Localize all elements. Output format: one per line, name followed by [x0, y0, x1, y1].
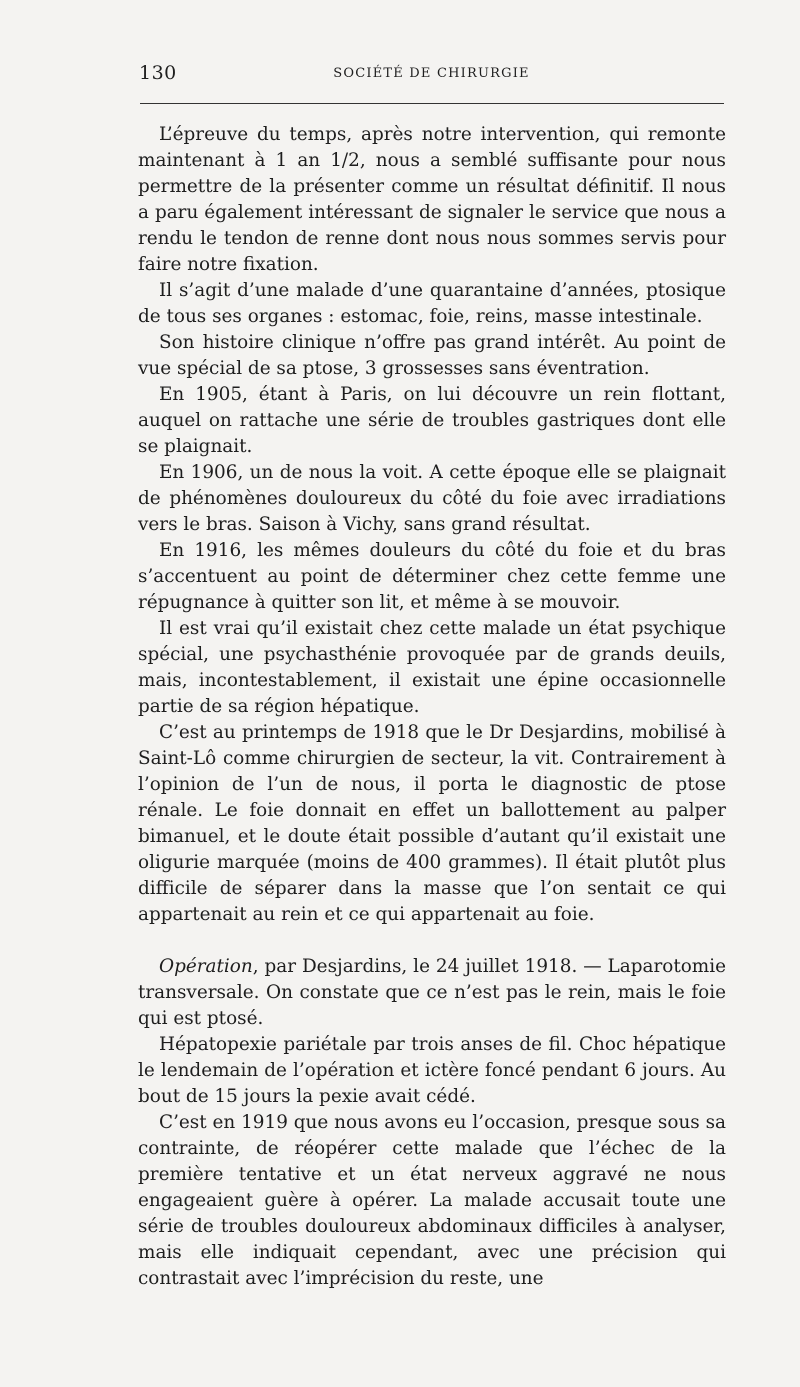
- paragraph: Hépatopexie pariétale par trois anses de fil. Choc hépatique le lendemain de l’opération et ictère foncé pendant 6 jours. Au bout de 15 jours la pexie avait cédé.: [138, 1034, 726, 1107]
- paragraph: L’épreuve du temps, après notre intervention, qui remonte maintenant à 1 an 1/2, nous a semblé suffisante pour nous permettre de la présenter comme un résultat définitif. Il nous a paru également intéressant de signaler le service que nous a rendu le tendon de renne dont nous nous sommes servis pour faire notre fixation.: [138, 124, 726, 275]
- paragraph: Il s’agit d’une malade d’une quarantaine d’années, ptosique de tous ses organes : estomac, foie, reins, masse intestinale.: [138, 280, 726, 327]
- paragraph: C’est en 1919 que nous avons eu l’occasion, presque sous sa contrainte, de réopérer cette malade que l’échec de la première tentative et un état nerveux aggravé ne nous engageaient guère à opérer. La malade accusait toute une série de troubles douloureux abdominaux difficiles à analyser, mais elle indiquait cependant, avec une précision qui contrastait avec l’imprécision du reste, une: [138, 1112, 726, 1289]
- paragraph-continuation: , par Desjardins, le 24 juillet 1918. — Laparotomie transversale. On constate que ce n’est pas le rein, mais le foie qui est ptosé.: [138, 956, 726, 1029]
- paragraph: En 1905, étant à Paris, on lui découvre un rein flottant, auquel on rattache une série de troubles gastriques dont elle se plaignait.: [138, 384, 726, 457]
- paragraph: En 1906, un de nous la voit. A cette époque elle se plaignait de phénomènes douloureux du côté du foie avec irradiations vers le bras. Saison à Vichy, sans grand résultat.: [138, 462, 726, 535]
- page-number: 130: [139, 62, 177, 84]
- page-header: [139, 62, 724, 88]
- running-title: SOCIÉTÉ DE CHIRURGIE: [333, 66, 530, 81]
- paragraph: Il est vrai qu’il existait chez cette malade un état psychique spécial, une psychasthénie provoquée par de grands deuils, mais, incontestablement, il existait une épine occasionnelle partie de sa région hépatique.: [138, 618, 726, 717]
- paragraph: Son histoire clinique n’offre pas grand intérêt. Au point de vue spécial de sa ptose, 3 grossesses sans éventration.: [138, 332, 726, 379]
- paragraph-operation: [138, 954, 726, 1032]
- body-text: [138, 122, 726, 1292]
- italic-lead: Opération: [159, 956, 253, 977]
- paragraph: C’est au printemps de 1918 que le Dr Desjardins, mobilisé à Saint-Lô comme chirurgien de secteur, la vit. Contrairement à l’opinion de l’un de nous, il porta le diagnostic de ptose rénale. Le foie donnait en effet un ballottement au palper bimanuel, et le doute était possible d’autant qu’il existait une oligurie marquée (moins de 400 grammes). Il était plutôt plus difficile de séparer dans la masse que l’on sentait ce qui appartenait au rein et ce qui appartenait au foie.: [138, 722, 726, 925]
- header-rule: [140, 103, 724, 104]
- paragraph: En 1916, les mêmes douleurs du côté du foie et du bras s’accentuent au point de déterminer chez cette femme une répugnance à quitter son lit, et même à se mouvoir.: [138, 540, 726, 613]
